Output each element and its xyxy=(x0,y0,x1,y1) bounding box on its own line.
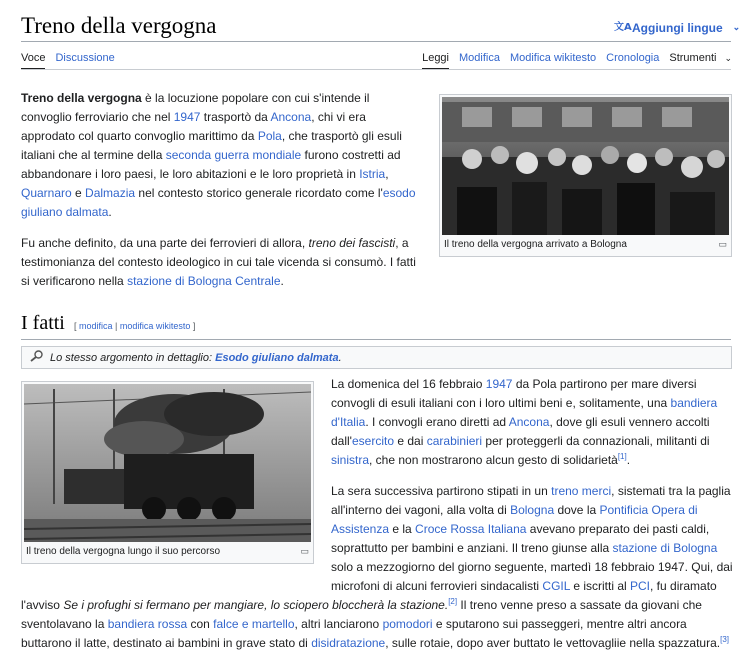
section-heading: I fatti xyxy=(21,312,65,334)
link-croce-rossa[interactable]: Croce Rossa Italiana xyxy=(415,522,527,536)
tab-modifica[interactable]: Modifica xyxy=(459,52,500,64)
text: , che trasportò gli esuli italiani che al termine della xyxy=(21,129,402,162)
link-bologna[interactable]: Bologna xyxy=(510,503,555,517)
text: , sulle rotaie, dopo aver buttato le vettovagliie nella spazzatura. xyxy=(385,636,721,650)
text: trasportò da xyxy=(200,110,271,124)
text: avevano preparato dei pasti caldi, soprattutto per bambini e anziani. Il treno giunse alla xyxy=(331,522,710,555)
body-paragraph-2-wrap xyxy=(21,482,734,653)
link-bandiera-rossa[interactable]: bandiera rossa xyxy=(107,617,188,631)
link-1947[interactable]: 1947 xyxy=(485,377,513,391)
tab-leggi[interactable]: Leggi xyxy=(422,52,449,70)
text: , dove gli esuli vennero accolti dall' xyxy=(331,415,710,448)
link-bandiera-italia[interactable]: bandiera d'Italia xyxy=(331,396,718,429)
link-pci[interactable]: PCI xyxy=(630,579,651,593)
text: La sera successiva partirono stipati in un xyxy=(331,484,552,498)
text: e xyxy=(71,186,86,200)
text: . xyxy=(626,453,631,467)
text: è la locuzione popolare con cui s'intende il convoglio ferroviario che nel xyxy=(21,91,370,124)
text: Il treno venne preso a sassate da giovani che sventolavano la xyxy=(21,598,702,631)
link-istria[interactable]: Istria xyxy=(359,167,386,181)
link-ancona[interactable]: Ancona xyxy=(508,415,550,429)
text: , altri lanciarono xyxy=(294,617,383,631)
main-article-hatnote xyxy=(21,346,732,369)
link-1947[interactable]: 1947 xyxy=(173,110,201,124)
lead-bold-term: Treno della vergogna xyxy=(21,91,142,105)
text: e dai xyxy=(394,434,427,448)
section-edit-wikitext-link[interactable]: modifica wikitesto xyxy=(119,321,191,331)
link-pomodori[interactable]: pomodori xyxy=(382,617,433,631)
link-pola[interactable]: Pola xyxy=(257,129,282,143)
tab-voce[interactable]: Voce xyxy=(21,52,45,70)
link-falce-martello[interactable]: falce e martello xyxy=(213,617,295,631)
body-paragraph-1 xyxy=(331,375,733,470)
svg-text:文A: 文A xyxy=(614,22,632,33)
text: . xyxy=(338,351,342,364)
enlarge-icon[interactable]: ▭ xyxy=(718,239,727,249)
section-divider xyxy=(21,339,731,340)
section-edit-link[interactable]: modifica xyxy=(79,321,113,331)
text: per proteggerli da connazionali, militanti di xyxy=(482,434,710,448)
link-ancona[interactable]: Ancona xyxy=(270,110,312,124)
hatnote-text: Lo stesso argomento in dettaglio: xyxy=(50,351,216,364)
intro-paragraph-2 xyxy=(21,234,421,291)
link-seconda-guerra-mondiale[interactable]: seconda guerra mondiale xyxy=(165,148,302,162)
tools-label: Strumenti xyxy=(669,52,717,64)
text: furono costretti ad abbandonare i loro paesi, le loro abitazioni e le loro proprietà in xyxy=(21,148,401,181)
title-divider xyxy=(21,41,731,42)
page-title: Treno della vergogna xyxy=(21,13,217,38)
italic-term: treno dei fascisti xyxy=(308,236,396,250)
text: e iscritti al xyxy=(569,579,630,593)
reference-1[interactable]: [1] xyxy=(617,452,627,461)
link-quarnaro[interactable]: Quarnaro xyxy=(21,186,72,200)
photo-crowd-at-train[interactable] xyxy=(442,97,729,235)
reference-3[interactable]: [3] xyxy=(720,635,730,644)
text: . xyxy=(280,274,284,288)
float-spacer xyxy=(21,482,331,582)
tab-discussione[interactable]: Discussione xyxy=(55,52,115,64)
link-disidratazione[interactable]: disidratazione xyxy=(311,636,386,650)
add-languages-button[interactable] xyxy=(614,20,740,35)
figure-caption xyxy=(442,235,729,252)
link-esodo-giuliano-dalmata[interactable]: esodo giuliano dalmata xyxy=(21,186,416,219)
text: dove la xyxy=(554,503,600,517)
text: , fu diramato l'avviso xyxy=(21,579,717,612)
text: , xyxy=(385,167,389,181)
add-languages-label: Aggiungi lingue xyxy=(632,20,723,35)
link-cgil[interactable]: CGIL xyxy=(542,579,570,593)
tools-menu[interactable] xyxy=(669,52,732,70)
translate-icon xyxy=(614,20,632,35)
figure-treno-bologna xyxy=(439,94,732,257)
text: , che non mostrarono alcun gesto di solidarietà xyxy=(369,453,618,467)
tabs-divider xyxy=(21,69,731,70)
text: solo a mezzogiorno del giorno seguente, martedì 18 febbraio 1947. Qui, dai microfoni di alcuni ferrovieri sindacalisti xyxy=(331,560,733,593)
link-stazione-bologna[interactable]: stazione di Bologna xyxy=(612,541,718,555)
text: , chi vi era approdato col quarto convoglio marittimo da xyxy=(21,110,366,143)
reference-2[interactable]: [2] xyxy=(448,597,458,606)
text: Fu anche definito, da una parte dei ferrovieri di allora, xyxy=(21,236,309,250)
view-tabs xyxy=(422,52,732,70)
text: da Pola partirono per mare diversi convogli di esuli italiani con i loro ultimi beni e, solitamente, una xyxy=(331,377,697,410)
link-esercito[interactable]: esercito xyxy=(351,434,395,448)
text: . xyxy=(108,205,112,219)
intro-paragraph-1 xyxy=(21,89,421,222)
magnifier-icon xyxy=(30,350,44,365)
link-stazione-bologna-centrale[interactable]: stazione di Bologna Centrale xyxy=(127,274,281,288)
text: , sistemati tra la paglia all'interno dei vagoni, alla volta di xyxy=(331,484,731,517)
text: con xyxy=(187,617,214,631)
quoted-notice: Se i profughi si fermano per mangiare, lo sciopero bloccherà la stazione. xyxy=(63,598,449,612)
tab-modifica-wikitesto[interactable]: Modifica wikitesto xyxy=(509,52,597,64)
text: , a testimonianza del contesto ideologico in cui tale vicenda si consumò. I fatti si verificarono nella xyxy=(21,236,416,288)
caption-text: Il treno della vergogna arrivato a Bologna xyxy=(444,239,627,250)
tab-cronologia[interactable]: Cronologia xyxy=(606,52,660,64)
namespace-tabs xyxy=(21,52,115,70)
text: e la xyxy=(389,522,416,536)
link-pontificia-opera[interactable]: Pontificia Opera di Assistenza xyxy=(331,503,698,536)
enlarge-icon[interactable]: ▭ xyxy=(300,546,309,556)
link-sinistra[interactable]: sinistra xyxy=(331,453,370,467)
chevron-down-icon: ⌄ xyxy=(732,22,741,32)
text: nel contesto storico generale ricordato come l' xyxy=(135,186,383,200)
text: La domenica del 16 febbraio xyxy=(331,377,486,391)
text: . I convogli erano diretti ad xyxy=(365,415,509,429)
section-edit-links: [ modifica | modifica wikitesto ] xyxy=(74,321,196,331)
link-treno-merci[interactable]: treno merci xyxy=(551,484,612,498)
caption-text: Il treno della vergogna lungo il suo percorso xyxy=(26,546,221,557)
link-dalmazia[interactable]: Dalmazia xyxy=(85,186,136,200)
text: e sputarono sui passeggeri, mentre altri ancora buttarono il latte, destinato ai bambini in grave stato di xyxy=(21,617,687,650)
hatnote-link[interactable]: Esodo giuliano dalmata xyxy=(215,351,339,364)
chevron-down-icon: ⌄ xyxy=(724,53,732,63)
link-carabinieri[interactable]: carabinieri xyxy=(426,434,483,448)
